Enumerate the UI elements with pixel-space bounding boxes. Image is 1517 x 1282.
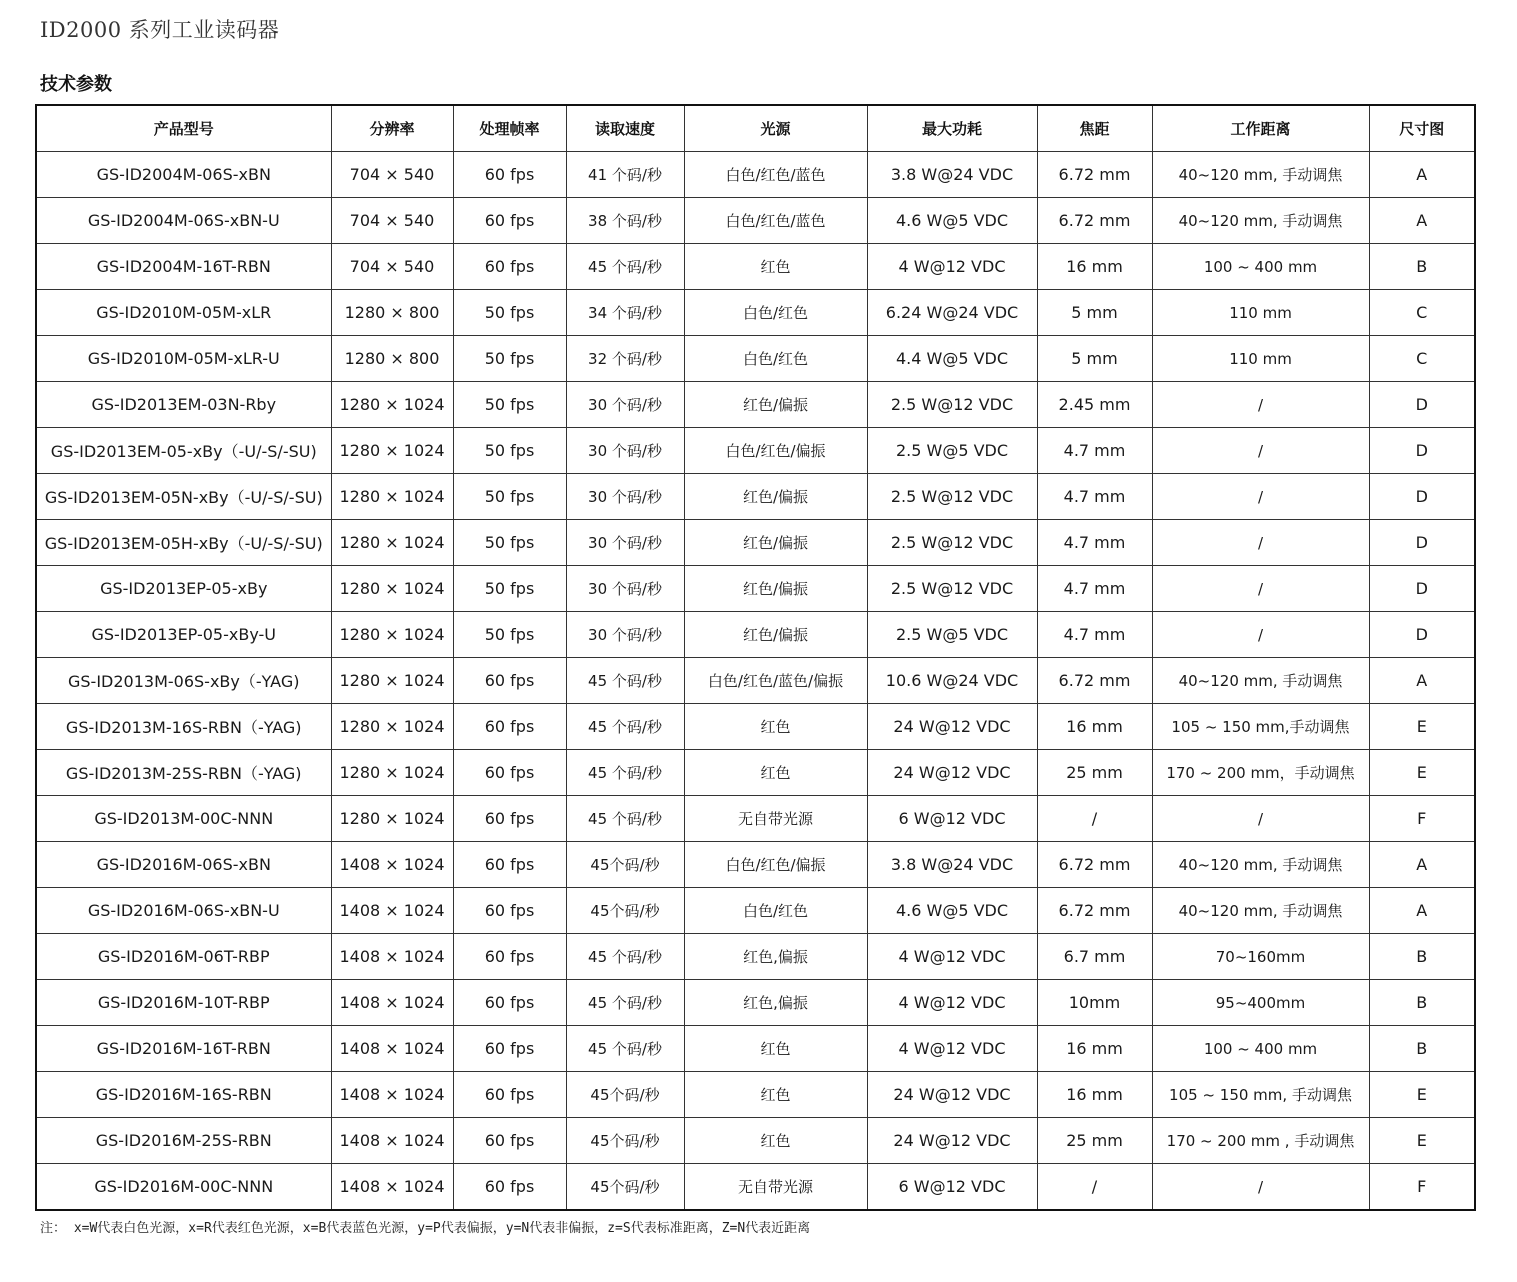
table-row [36,1072,1475,1118]
working-distance-cell: / [1152,474,1369,520]
read-speed-cell: 30 个码/秒 [566,566,684,612]
model-cell: GS-ID2016M-00C-NNN [36,1164,331,1211]
light-source-cell: 白色/红色/蓝色 [684,152,867,198]
max-power-cell: 4 W@12 VDC [867,980,1037,1026]
focal-length-cell: 6.72 mm [1037,888,1152,934]
dimension-drawing-cell: D [1369,382,1475,428]
light-source-cell: 红色/偏振 [684,382,867,428]
resolution-cell: 1280 × 1024 [331,382,453,428]
model-cell: GS-ID2013EM-05-xBy（-U/-S/-SU) [36,428,331,474]
dimension-drawing-cell: B [1369,934,1475,980]
read-speed-cell: 45 个码/秒 [566,796,684,842]
dimension-drawing-cell: A [1369,152,1475,198]
read-speed-cell: 30 个码/秒 [566,612,684,658]
focal-length-cell: 2.45 mm [1037,382,1152,428]
working-distance-cell: 95~400mm [1152,980,1369,1026]
dimension-drawing-cell: A [1369,198,1475,244]
table-row [36,198,1475,244]
table-body [36,152,1475,1211]
dimension-drawing-cell: E [1369,1118,1475,1164]
footnote: 注： x=W代表白色光源，x=R代表红色光源，x=B代表蓝色光源，y=P代表偏振，y=N代表非偏振，z=S代表标准距离，Z=N代表近距离 [40,1221,811,1236]
read-speed-cell: 30 个码/秒 [566,428,684,474]
dimension-drawing-cell: F [1369,796,1475,842]
working-distance-cell: 110 mm [1152,336,1369,382]
light-source-cell: 红色 [684,244,867,290]
resolution-cell: 1280 × 1024 [331,750,453,796]
dimension-drawing-cell: A [1369,658,1475,704]
dimension-drawing-cell: C [1369,336,1475,382]
dimension-drawing-cell: C [1369,290,1475,336]
frame-rate-cell: 60 fps [453,658,566,704]
read-speed-cell: 32 个码/秒 [566,336,684,382]
focal-length-cell: 6.72 mm [1037,842,1152,888]
resolution-cell: 1280 × 1024 [331,658,453,704]
focal-length-cell: 6.72 mm [1037,152,1152,198]
header-light-source: 光源 [684,105,867,152]
light-source-cell: 红色/偏振 [684,566,867,612]
dimension-drawing-cell: D [1369,428,1475,474]
max-power-cell: 4 W@12 VDC [867,934,1037,980]
resolution-cell: 1280 × 1024 [331,566,453,612]
resolution-cell: 1280 × 800 [331,290,453,336]
model-cell: GS-ID2016M-10T-RBP [36,980,331,1026]
light-source-cell: 红色 [684,1072,867,1118]
dimension-drawing-cell: A [1369,842,1475,888]
resolution-cell: 1280 × 1024 [331,704,453,750]
frame-rate-cell: 60 fps [453,152,566,198]
max-power-cell: 2.5 W@12 VDC [867,474,1037,520]
working-distance-cell: 170 ~ 200 mm，手动调焦 [1152,750,1369,796]
table-row [36,796,1475,842]
read-speed-cell: 45 个码/秒 [566,704,684,750]
frame-rate-cell: 60 fps [453,934,566,980]
table-row [36,658,1475,704]
header-focal-length: 焦距 [1037,105,1152,152]
resolution-cell: 1280 × 1024 [331,520,453,566]
table-row [36,704,1475,750]
read-speed-cell: 38 个码/秒 [566,198,684,244]
light-source-cell: 白色/红色/偏振 [684,428,867,474]
resolution-cell: 1408 × 1024 [331,1118,453,1164]
read-speed-cell: 45 个码/秒 [566,750,684,796]
light-source-cell: 白色/红色/蓝色 [684,198,867,244]
frame-rate-cell: 60 fps [453,1026,566,1072]
header-max-power: 最大功耗 [867,105,1037,152]
focal-length-cell: / [1037,796,1152,842]
light-source-cell: 红色/偏振 [684,474,867,520]
model-cell: GS-ID2013EP-05-xBy-U [36,612,331,658]
working-distance-cell: / [1152,566,1369,612]
read-speed-cell: 45 个码/秒 [566,934,684,980]
table-row [36,612,1475,658]
working-distance-cell: / [1152,612,1369,658]
header-read-speed: 读取速度 [566,105,684,152]
model-cell: GS-ID2013M-00C-NNN [36,796,331,842]
model-cell: GS-ID2013EP-05-xBy [36,566,331,612]
dimension-drawing-cell: F [1369,1164,1475,1211]
focal-length-cell: 5 mm [1037,290,1152,336]
max-power-cell: 24 W@12 VDC [867,1118,1037,1164]
read-speed-cell: 45个码/秒 [566,888,684,934]
frame-rate-cell: 60 fps [453,796,566,842]
table-row [36,336,1475,382]
focal-length-cell: 4.7 mm [1037,566,1152,612]
light-source-cell: 白色/红色/蓝色/偏振 [684,658,867,704]
max-power-cell: 4 W@12 VDC [867,244,1037,290]
light-source-cell: 红色 [684,1118,867,1164]
light-source-cell: 红色/偏振 [684,612,867,658]
max-power-cell: 2.5 W@12 VDC [867,566,1037,612]
dimension-drawing-cell: D [1369,520,1475,566]
resolution-cell: 1408 × 1024 [331,842,453,888]
table-row [36,750,1475,796]
frame-rate-cell: 50 fps [453,520,566,566]
dimension-drawing-cell: A [1369,888,1475,934]
frame-rate-cell: 60 fps [453,1118,566,1164]
frame-rate-cell: 60 fps [453,244,566,290]
light-source-cell: 白色/红色/偏振 [684,842,867,888]
dimension-drawing-cell: D [1369,612,1475,658]
light-source-cell: 红色/偏振 [684,520,867,566]
frame-rate-cell: 50 fps [453,382,566,428]
working-distance-cell: 105 ~ 150 mm,手动调焦 [1152,704,1369,750]
table-row [36,152,1475,198]
header-resolution: 分辨率 [331,105,453,152]
max-power-cell: 6 W@12 VDC [867,1164,1037,1211]
working-distance-cell: / [1152,520,1369,566]
frame-rate-cell: 50 fps [453,474,566,520]
frame-rate-cell: 60 fps [453,198,566,244]
read-speed-cell: 30 个码/秒 [566,474,684,520]
model-cell: GS-ID2016M-06T-RBP [36,934,331,980]
dimension-drawing-cell: B [1369,980,1475,1026]
focal-length-cell: 4.7 mm [1037,612,1152,658]
light-source-cell: 红色 [684,704,867,750]
model-cell: GS-ID2004M-16T-RBN [36,244,331,290]
frame-rate-cell: 50 fps [453,612,566,658]
working-distance-cell: / [1152,382,1369,428]
dimension-drawing-cell: E [1369,750,1475,796]
frame-rate-cell: 60 fps [453,888,566,934]
max-power-cell: 24 W@12 VDC [867,1072,1037,1118]
light-source-cell: 红色 [684,1026,867,1072]
model-cell: GS-ID2016M-06S-xBN [36,842,331,888]
frame-rate-cell: 50 fps [453,566,566,612]
table-row [36,382,1475,428]
working-distance-cell: 105 ~ 150 mm, 手动调焦 [1152,1072,1369,1118]
focal-length-cell: 16 mm [1037,244,1152,290]
resolution-cell: 1408 × 1024 [331,1026,453,1072]
table-row [36,520,1475,566]
light-source-cell: 无自带光源 [684,1164,867,1211]
page-title: ID2000 系列工业读码器 [40,18,280,42]
resolution-cell: 1408 × 1024 [331,980,453,1026]
working-distance-cell: 40~120 mm, 手动调焦 [1152,888,1369,934]
table-row [36,244,1475,290]
read-speed-cell: 45个码/秒 [566,1072,684,1118]
dimension-drawing-cell: E [1369,1072,1475,1118]
frame-rate-cell: 60 fps [453,842,566,888]
max-power-cell: 6.24 W@24 VDC [867,290,1037,336]
working-distance-cell: 100 ~ 400 mm [1152,1026,1369,1072]
max-power-cell: 4.6 W@5 VDC [867,888,1037,934]
light-source-cell: 白色/红色 [684,290,867,336]
focal-length-cell: / [1037,1164,1152,1211]
resolution-cell: 704 × 540 [331,244,453,290]
max-power-cell: 4.6 W@5 VDC [867,198,1037,244]
max-power-cell: 24 W@12 VDC [867,704,1037,750]
frame-rate-cell: 60 fps [453,704,566,750]
light-source-cell: 白色/红色 [684,888,867,934]
working-distance-cell: 40~120 mm, 手动调焦 [1152,842,1369,888]
light-source-cell: 无自带光源 [684,796,867,842]
working-distance-cell: 40~120 mm, 手动调焦 [1152,198,1369,244]
table-row [36,1026,1475,1072]
max-power-cell: 4.4 W@5 VDC [867,336,1037,382]
model-cell: GS-ID2016M-06S-xBN-U [36,888,331,934]
max-power-cell: 24 W@12 VDC [867,750,1037,796]
focal-length-cell: 6.7 mm [1037,934,1152,980]
model-cell: GS-ID2013M-06S-xBy（-YAG) [36,658,331,704]
header-dimension-drawing: 尺寸图 [1369,105,1475,152]
working-distance-cell: 110 mm [1152,290,1369,336]
resolution-cell: 704 × 540 [331,198,453,244]
model-cell: GS-ID2013EM-03N-Rby [36,382,331,428]
read-speed-cell: 30 个码/秒 [566,382,684,428]
frame-rate-cell: 50 fps [453,428,566,474]
model-cell: GS-ID2016M-16T-RBN [36,1026,331,1072]
model-cell: GS-ID2004M-06S-xBN [36,152,331,198]
model-cell: GS-ID2004M-06S-xBN-U [36,198,331,244]
light-source-cell: 红色,偏振 [684,980,867,1026]
light-source-cell: 红色,偏振 [684,934,867,980]
table-row [36,428,1475,474]
table-header-row [36,105,1475,152]
dimension-drawing-cell: D [1369,566,1475,612]
read-speed-cell: 45 个码/秒 [566,980,684,1026]
resolution-cell: 1408 × 1024 [331,934,453,980]
max-power-cell: 6 W@12 VDC [867,796,1037,842]
table-row [36,842,1475,888]
dimension-drawing-cell: E [1369,704,1475,750]
working-distance-cell: 100 ~ 400 mm [1152,244,1369,290]
resolution-cell: 1280 × 1024 [331,428,453,474]
header-frame-rate: 处理帧率 [453,105,566,152]
read-speed-cell: 41 个码/秒 [566,152,684,198]
max-power-cell: 10.6 W@24 VDC [867,658,1037,704]
dimension-drawing-cell: B [1369,1026,1475,1072]
max-power-cell: 3.8 W@24 VDC [867,152,1037,198]
frame-rate-cell: 60 fps [453,1164,566,1211]
focal-length-cell: 16 mm [1037,704,1152,750]
working-distance-cell: 40~120 mm, 手动调焦 [1152,658,1369,704]
max-power-cell: 3.8 W@24 VDC [867,842,1037,888]
model-cell: GS-ID2016M-25S-RBN [36,1118,331,1164]
max-power-cell: 2.5 W@5 VDC [867,428,1037,474]
focal-length-cell: 4.7 mm [1037,474,1152,520]
frame-rate-cell: 60 fps [453,750,566,796]
frame-rate-cell: 50 fps [453,290,566,336]
max-power-cell: 2.5 W@12 VDC [867,382,1037,428]
table-row [36,1164,1475,1211]
focal-length-cell: 16 mm [1037,1026,1152,1072]
model-cell: GS-ID2013M-25S-RBN（-YAG) [36,750,331,796]
read-speed-cell: 45 个码/秒 [566,244,684,290]
resolution-cell: 1280 × 800 [331,336,453,382]
dimension-drawing-cell: B [1369,244,1475,290]
focal-length-cell: 25 mm [1037,1118,1152,1164]
working-distance-cell: / [1152,1164,1369,1211]
model-cell: GS-ID2010M-05M-xLR [36,290,331,336]
model-cell: GS-ID2013M-16S-RBN（-YAG) [36,704,331,750]
focal-length-cell: 10mm [1037,980,1152,1026]
read-speed-cell: 34 个码/秒 [566,290,684,336]
read-speed-cell: 45个码/秒 [566,842,684,888]
focal-length-cell: 25 mm [1037,750,1152,796]
focal-length-cell: 4.7 mm [1037,520,1152,566]
resolution-cell: 704 × 540 [331,152,453,198]
resolution-cell: 1408 × 1024 [331,1164,453,1211]
table-row [36,474,1475,520]
read-speed-cell: 30 个码/秒 [566,520,684,566]
read-speed-cell: 45 个码/秒 [566,1026,684,1072]
table-row [36,888,1475,934]
resolution-cell: 1280 × 1024 [331,612,453,658]
frame-rate-cell: 50 fps [453,336,566,382]
section-title: 技术参数 [40,74,112,95]
resolution-cell: 1408 × 1024 [331,1072,453,1118]
frame-rate-cell: 60 fps [453,980,566,1026]
table-row [36,934,1475,980]
table-row [36,1118,1475,1164]
read-speed-cell: 45个码/秒 [566,1164,684,1211]
focal-length-cell: 16 mm [1037,1072,1152,1118]
focal-length-cell: 6.72 mm [1037,658,1152,704]
max-power-cell: 4 W@12 VDC [867,1026,1037,1072]
working-distance-cell: 40~120 mm, 手动调焦 [1152,152,1369,198]
header-working-distance: 工作距离 [1152,105,1369,152]
light-source-cell: 红色 [684,750,867,796]
working-distance-cell: / [1152,428,1369,474]
table-row [36,290,1475,336]
model-cell: GS-ID2013EM-05H-xBy（-U/-S/-SU) [36,520,331,566]
focal-length-cell: 6.72 mm [1037,198,1152,244]
read-speed-cell: 45 个码/秒 [566,658,684,704]
max-power-cell: 2.5 W@12 VDC [867,520,1037,566]
resolution-cell: 1280 × 1024 [331,474,453,520]
spec-table [35,104,1476,1211]
working-distance-cell: 170 ~ 200 mm , 手动调焦 [1152,1118,1369,1164]
focal-length-cell: 5 mm [1037,336,1152,382]
resolution-cell: 1408 × 1024 [331,888,453,934]
model-cell: GS-ID2010M-05M-xLR-U [36,336,331,382]
frame-rate-cell: 60 fps [453,1072,566,1118]
focal-length-cell: 4.7 mm [1037,428,1152,474]
table-row [36,566,1475,612]
max-power-cell: 2.5 W@5 VDC [867,612,1037,658]
model-cell: GS-ID2013EM-05N-xBy（-U/-S/-SU) [36,474,331,520]
resolution-cell: 1280 × 1024 [331,796,453,842]
working-distance-cell: / [1152,796,1369,842]
table-row [36,980,1475,1026]
read-speed-cell: 45个码/秒 [566,1118,684,1164]
light-source-cell: 白色/红色 [684,336,867,382]
model-cell: GS-ID2016M-16S-RBN [36,1072,331,1118]
header-model: 产品型号 [36,105,331,152]
dimension-drawing-cell: D [1369,474,1475,520]
working-distance-cell: 70~160mm [1152,934,1369,980]
